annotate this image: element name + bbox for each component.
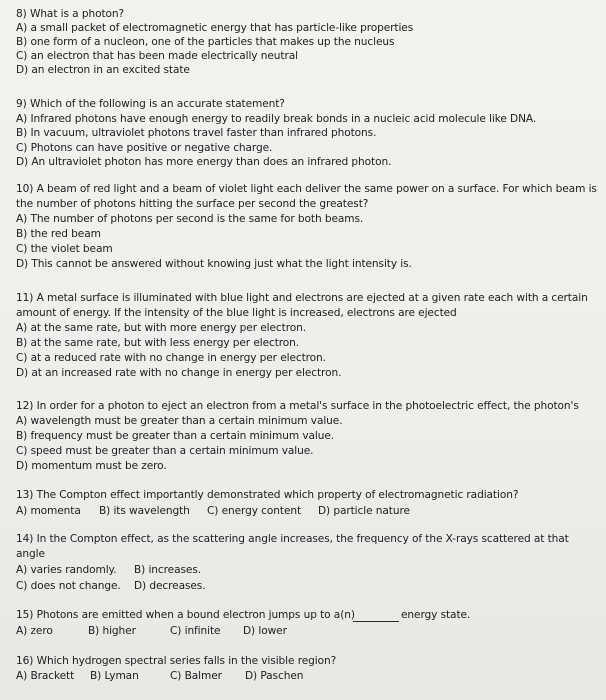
question-9-option-d: D) An ultraviolet photon has more energy than does an infrared photon. [16, 156, 392, 168]
question-16-option-c: C) Balmer [170, 670, 222, 682]
question-15-option-c: C) infinite [170, 625, 221, 637]
question-15-stem-start: 15) Photons are emitted when a bound electron jumps up to a(n) [16, 609, 355, 621]
question-13-option-a: A) momenta [16, 505, 81, 517]
question-11-option-a: A) at the same rate, but with more energy per electron. [16, 322, 306, 334]
question-16-option-a: A) Brackett [16, 670, 75, 682]
question-12-option-a: A) wavelength must be greater than a certain minimum value. [16, 415, 343, 427]
question-13-stem: 13) The Compton effect importantly demonstrated which property of electromagnetic radiation? [16, 489, 519, 501]
question-10-stem-line-1: 10) A beam of red light and a beam of violet light each deliver the same power on a surface. For which beam is [16, 183, 597, 195]
question-15-option-d: D) lower [243, 625, 287, 637]
question-12-option-c: C) speed must be greater than a certain minimum value. [16, 445, 314, 457]
question-10-stem-line-2: the number of photons hitting the surface per second the greatest? [16, 198, 369, 210]
question-13-option-c: C) energy content [207, 505, 302, 517]
question-11-stem-line-1: 11) A metal surface is illuminated with blue light and electrons are ejected at a given rate each with a certain [16, 292, 588, 304]
question-10-option-b: B) the red beam [16, 228, 101, 240]
question-12-stem: 12) In order for a photon to eject an electron from a metal's surface in the photoelectric effect, the photon's [16, 400, 579, 412]
question-9-option-b: B) In vacuum, ultraviolet photons travel faster than infrared photons. [16, 127, 377, 139]
question-13-option-b: B) its wavelength [99, 505, 190, 517]
question-11-stem-line-2: amount of energy. If the intensity of the blue light is increased, electrons are ejected [16, 307, 457, 319]
question-14-option-c: C) does not change. [16, 580, 121, 592]
question-11-option-c: C) at a reduced rate with no change in energy per electron. [16, 352, 326, 364]
question-16-option-d: D) Paschen [245, 670, 304, 682]
question-15-stem-end: energy state. [401, 609, 471, 621]
question-11-option-b: B) at the same rate, but with less energy per electron. [16, 337, 300, 349]
question-16-option-b: B) Lyman [90, 670, 139, 682]
question-12-option-b: B) frequency must be greater than a certain minimum value. [16, 430, 335, 442]
question-9-option-a: A) Infrared photons have enough energy to readily break bonds in a nucleic acid molecule like DNA. [16, 113, 537, 125]
question-14-option-a: A) varies randomly. [16, 564, 117, 576]
question-11-option-d: D) at an increased rate with no change in energy per electron. [16, 367, 342, 379]
question-8-option-b: B) one form of a nucleon, one of the particles that makes up the nucleus [16, 36, 395, 48]
question-14-option-d: D) decreases. [134, 580, 206, 592]
question-8-option-d: D) an electron in an excited state [16, 64, 190, 76]
question-10-option-d: D) This cannot be answered without knowing just what the light intensity is. [16, 258, 412, 270]
question-8-option-c: C) an electron that has been made electrically neutral [16, 50, 298, 62]
question-16-stem: 16) Which hydrogen spectral series falls in the visible region? [16, 655, 337, 667]
question-12-option-d: D) momentum must be zero. [16, 460, 167, 472]
question-8-option-a: A) a small packet of electromagnetic energy that has particle-like properties [16, 22, 414, 34]
question-15-option-a: A) zero [16, 625, 53, 637]
question-14-stem-line-1: 14) In the Compton effect, as the scattering angle increases, the frequency of the X-rays scattered at that [16, 533, 569, 545]
question-10-option-a: A) The number of photons per second is the same for both beams. [16, 213, 364, 225]
question-8-stem: 8) What is a photon? [16, 8, 125, 20]
question-9-option-c: C) Photons can have positive or negative charge. [16, 142, 273, 154]
question-9-stem: 9) Which of the following is an accurate statement? [16, 98, 285, 110]
question-15-option-b: B) higher [88, 625, 136, 637]
question-13-option-d: D) particle nature [318, 505, 410, 517]
question-14-option-b: B) increases. [134, 564, 202, 576]
question-10-option-c: C) the violet beam [16, 243, 113, 255]
question-14-stem-line-2: angle [16, 548, 45, 560]
question-15-blank-line [353, 621, 399, 622]
